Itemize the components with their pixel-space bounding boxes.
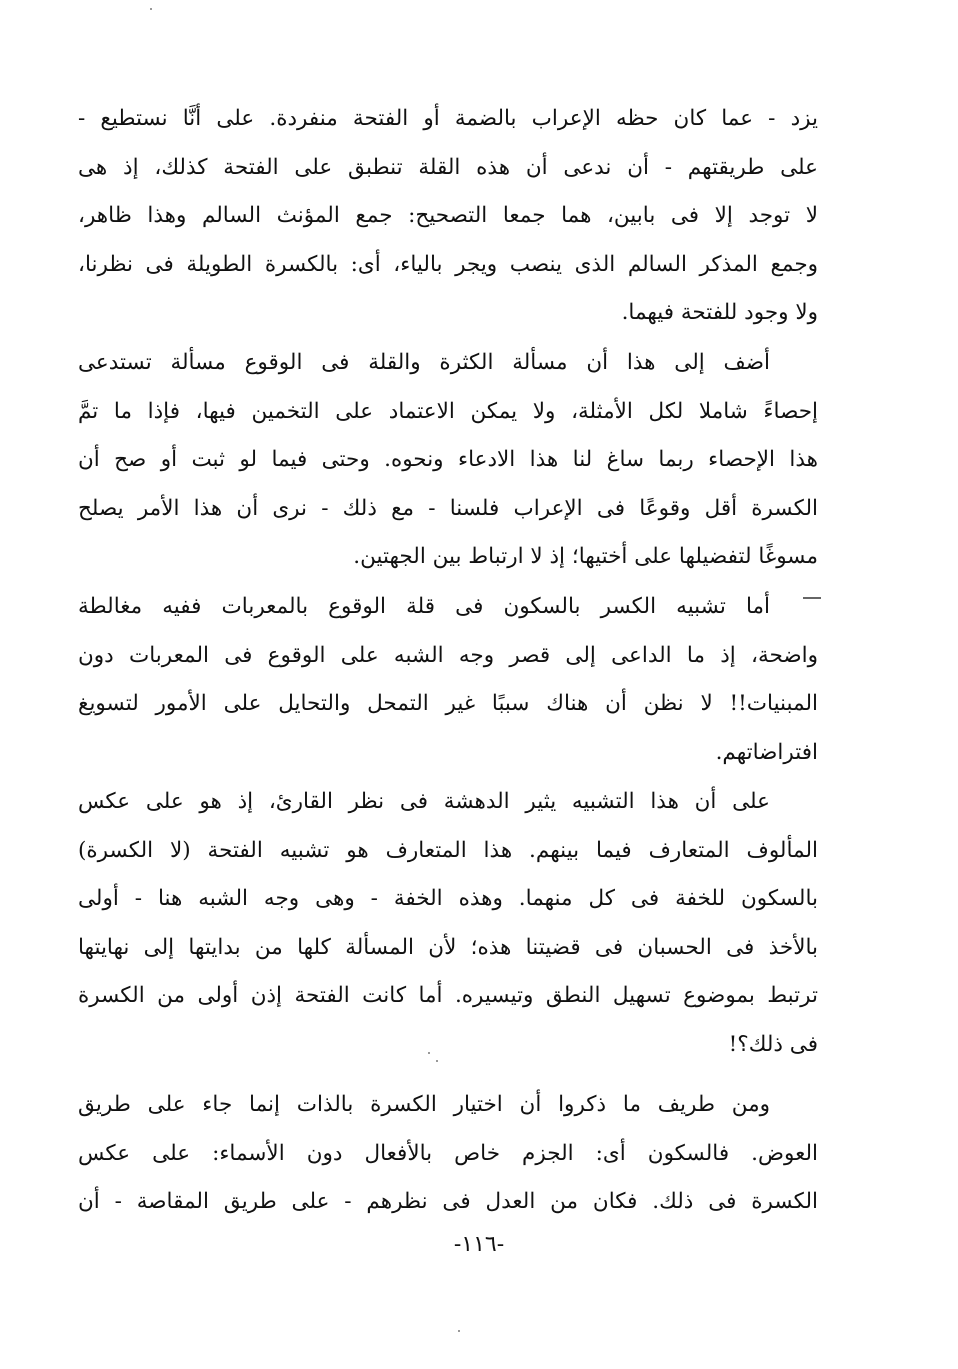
paragraph-3: [78, 583, 818, 777]
scan-speck: [436, 1060, 438, 1062]
text-line: الكسرة فى ذلك. فكان من العدل فى نظرهم - على طريق المقاصة - أن: [78, 1189, 818, 1214]
text-line: ومن طريف ما ذكروا أن اختيار الكسرة بالذات إنما جاء على طريق: [78, 1092, 770, 1117]
text-line: مسوغًا لتفضيلها على أختيها؛ إذ لا ارتباط بين الجهتين.: [353, 544, 818, 569]
text-line: أضف إلى هذا أن مسألة الكثرة والقلة فى الوقوع مسألة تستدعى: [78, 350, 770, 375]
paragraph-4: [78, 778, 818, 1069]
paragraph-1: [78, 95, 818, 338]
text-line: الكسرة أقل وقوعًا فى الإعراب فلسنا - مع ذلك - نرى أن هذا الأمر يصلح: [78, 495, 818, 521]
scan-speck: [150, 8, 152, 10]
text-line: إحصاءً شاملا لكل الأمثلة، ولا يمكن الاعتماد على التخمين فيها، فإذا ما تمَّ: [78, 398, 818, 424]
text-line: على أن هذا التشبيه يثير الدهشة فى نظر القارئ، إذ هو على عكس: [78, 789, 770, 814]
text-line: العوض. فالسكون أى: الجزم خاص بالأفعال دون الأسماء: على عكس: [78, 1140, 818, 1166]
text-line: ترتبط بموضوع تسهيل النطق وتيسيره. أما كانت الفتحة إذن أولى من الكسرة: [78, 983, 818, 1008]
scan-speck: [428, 1052, 430, 1054]
page-number: -١١٦-: [453, 1232, 505, 1257]
text-line: بالأخذ فى الحسبان فى قضيتنا هذه؛ لأن المسألة كلها من بدايتها إلى نهايتها: [78, 934, 818, 960]
text-line: ولا وجود للفتحة فيهما.: [621, 300, 818, 325]
text-line: وجمع المذكر السالم الذى ينصب ويجر بالياء، أى: بالكسرة الطويلة فى نظرنا،: [78, 251, 818, 277]
text-line: على طريقتهم - أن ندعى أن هذه القلة تنطبق على الفتحة كذلك، إذ هى: [78, 154, 818, 180]
scan-speck: [458, 1330, 460, 1332]
text-line: بالسكون للخفة فى كل منهما. وهذه الخفة - وهى وجه الشبه هنا - أولى: [78, 886, 818, 911]
text-line: هذا الإحصاء ربما ساغ لنا هذا الادعاء ونحوه. وحتى فيما لو ثبت أو صح أن: [78, 447, 818, 472]
text-line: افتراضاتهم.: [715, 739, 818, 765]
paragraph-2: [78, 339, 818, 582]
text-line: واضحة، إذ ما الداعى إلى قصر وجه الشبه على الوقوع فى المعربات دون: [78, 642, 818, 668]
text-line: لا توجد إلا فى بابين، هما جمعا التصحيح: جمع المؤنث السالم وهذا ظاهر،: [78, 203, 818, 228]
text-line: المبنيات!! لا نظن أن هناك سببًا غير التمحل والتحايل على الأمور لتسويغ: [78, 691, 818, 716]
text-line: أما تشبيه الكسر بالسكون فى قلة الوقوع بالمعربات ففيه مغالطة: [78, 594, 770, 619]
text-line: فى ذلك؟!: [728, 1031, 818, 1057]
text-line: المألوف المتعارف فيما بينهم. هذا المتعارف هو تشبيه الفتحة (لا الكسرة): [78, 837, 818, 863]
paragraph-5: [78, 1081, 818, 1227]
text-line: يزد - عما كان حظه الإعراب بالضمة أو الفتحة منفردة. على أنَّا نستطيع -: [78, 106, 818, 131]
